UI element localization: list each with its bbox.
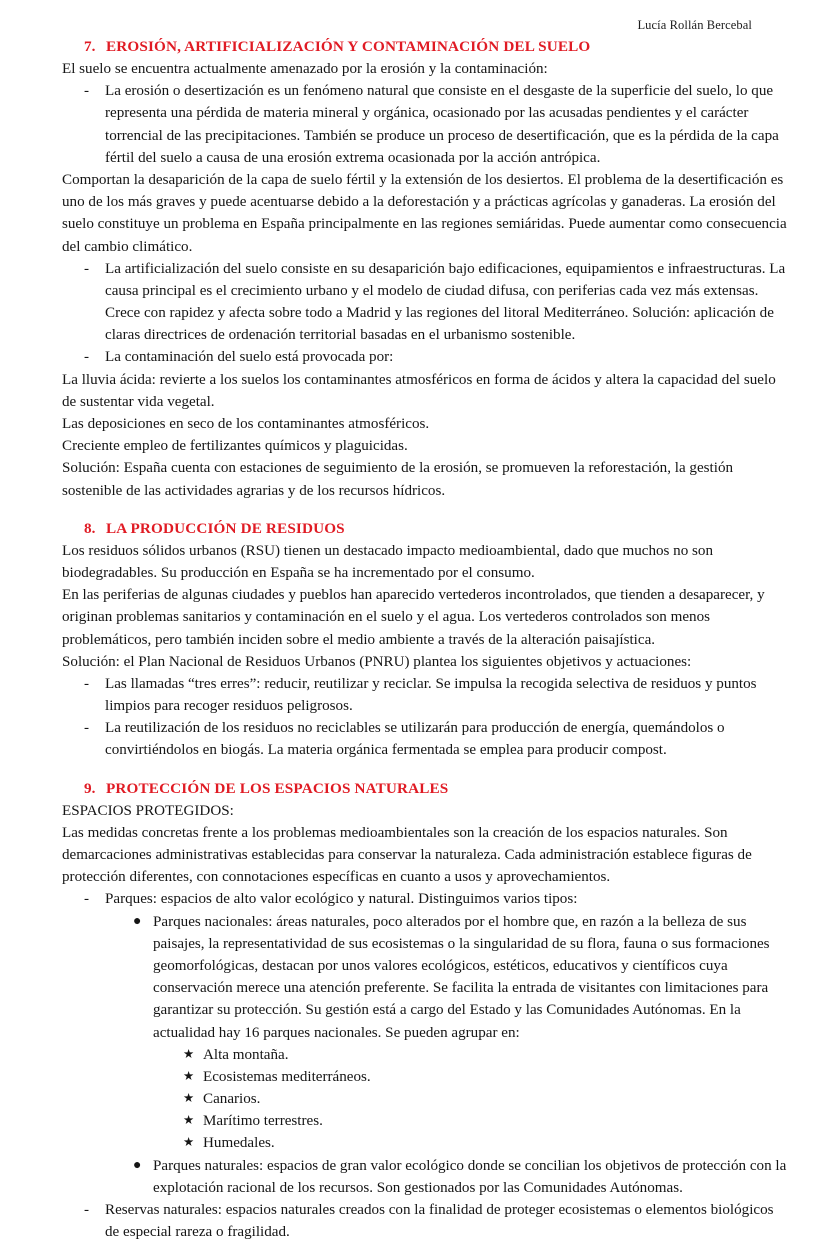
section-7-item-3: La contaminación del suelo está provocada por: — [105, 349, 394, 366]
section-9-star-4: Humedales. — [203, 1135, 275, 1152]
list-item — [105, 1155, 790, 1199]
dash-bullet-icon: - — [84, 83, 90, 100]
section-9-star-2: Canarios. — [203, 1091, 261, 1108]
section-spacer — [62, 502, 790, 519]
star-bullet-icon: ★ — [183, 1135, 195, 1150]
list-item — [105, 911, 790, 1155]
section-9-subtitle: ESPACIOS PROTEGIDOS: — [62, 802, 234, 819]
section-9-star-0: Alta montaña. — [203, 1046, 289, 1063]
section-number-7: 7. — [84, 38, 96, 55]
section-9-sub-1: Parques nacionales: áreas naturales, poco alterados por el hombre que, en razón a la belleza de sus paisajes, la representatividad de sus ecosistemas o la singularidad de su flora, fauna o sus formaciones geomorfológicas, destacan por unos valores ecológicos, estéticos, educativos y científicos cuya conservación merece una atención preferente. Se facilita la entrada de visitantes con limitaciones para garantizar su protección. Su gestión está a cargo del Estado y las Comunidades Autónomas. En la actualidad hay 16 parques nacionales. Se pueden agrupar en: — [153, 913, 770, 1041]
section-title-8: LA PRODUCCIÓN DE RESIDUOS — [106, 519, 345, 537]
section-9-item-2: Reservas naturales: espacios naturales creados con la finalidad de proteger ecosistemas o elementos biológicos de especial rareza o fragilidad. — [105, 1202, 774, 1241]
disc-bullet-icon: ● — [133, 1157, 142, 1173]
dash-bullet-icon: - — [84, 349, 90, 366]
section-7-para-6: Solución: España cuenta con estaciones de seguimiento de la erosión, se promueven la reforestación, la gestión sostenible de las actividades agrarias y de los recursos hídricos. — [62, 460, 734, 499]
section-9-list — [62, 888, 790, 1243]
section-8-para-1: Los residuos sólidos urbanos (RSU) tienen un destacado impacto medioambiental, dado que muchos no son biodegradables. Su producción en España se ha incrementado por el consumo. — [62, 542, 714, 581]
list-item — [153, 1088, 790, 1110]
section-number-9: 9. — [84, 779, 96, 797]
list-item — [153, 1044, 790, 1066]
section-heading-7 — [62, 37, 790, 56]
section-8-item-1: Las llamadas “tres erres”: reducir, reutilizar y reciclar. Se impulsa la recogida selectiva de residuos y puntos limpios para recoger residuos peligrosos. — [105, 675, 757, 715]
section-7-para-4: Las deposiciones en seco de los contaminantes atmosféricos. — [62, 416, 430, 432]
list-item — [62, 717, 790, 761]
star-bullet-icon: ★ — [183, 1068, 195, 1083]
section-7-list-a — [62, 80, 790, 169]
dash-bullet-icon: - — [84, 260, 90, 277]
section-8-list — [62, 673, 790, 762]
star-bullet-icon: ★ — [183, 1113, 195, 1128]
section-9-star-1: Ecosistemas mediterráneos. — [203, 1068, 371, 1085]
section-9-star-3: Marítimo terrestres. — [203, 1113, 323, 1130]
section-7-item-1: La erosión o desertización es un fenómeno natural que consiste en el desgaste de la superficie del suelo, lo que representa una pérdida de materia mineral y orgánica, ocasionado por las acusadas pendientes y el carácter torrencial de las precipitaciones. También se produce un proceso de desertificación, que es la pérdida de la capa fértil del suelo a causa de una erosión extrema ocasionada por la acción antrópica. — [105, 83, 779, 166]
section-spacer — [62, 762, 790, 779]
section-title-7: EROSIÓN, ARTIFICIALIZACIÓN Y CONTAMINACIÓN DEL SUELO — [106, 38, 591, 55]
section-9-sublist — [105, 911, 790, 1199]
section-8-para-3: Solución: el Plan Nacional de Residuos Urbanos (PNRU) plantea los siguientes objetivos y actuaciones: — [62, 653, 692, 670]
section-7-item-2: La artificialización del suelo consiste en su desaparición bajo edificaciones, equipamientos e infraestructuras. La causa principal es el crecimiento urbano y el modelo de ciudad difusa, con periferias cada vez más extensas. Crece con rapidez y afecta sobre todo a Madrid y las regiones del litoral Mediterráneo. Solución: aplicación de claras directrices de ordenación territorial basadas en el urbanismo sostenible. — [105, 260, 786, 344]
list-item — [62, 673, 790, 717]
section-heading-9 — [62, 779, 790, 798]
dash-bullet-icon: - — [84, 891, 90, 908]
section-7-para-5: Creciente empleo de fertilizantes químicos y plaguicidas. — [62, 438, 408, 455]
section-7-intro: El suelo se encuentra actualmente amenazado por la erosión y la contaminación: — [62, 61, 548, 77]
disc-bullet-icon: ● — [133, 913, 142, 929]
section-9-item-1: Parques: espacios de alto valor ecológico y natural. Distinguimos varios tipos: — [105, 891, 578, 908]
list-item — [153, 1066, 790, 1088]
section-9-sub-2: Parques naturales: espacios de gran valor ecológico donde se concilian los objetivos de protección con la explotación racional de los recursos. Son gestionados por las Comunidades Autónomas. — [153, 1157, 787, 1196]
section-number-8: 8. — [84, 519, 96, 537]
list-item — [62, 1199, 790, 1243]
dash-bullet-icon: - — [84, 675, 90, 692]
section-8-item-2: La reutilización de los residuos no reciclables se utilizarán para producción de energía, quemándolos o convirtiéndolos en biogás. La materia orgánica fermentada se emplea para producir compost. — [105, 720, 725, 759]
list-item — [153, 1132, 790, 1154]
section-7-para-3: La lluvia ácida: revierte a los suelos los contaminantes atmosféricos en forma de ácidos y altera la capacidad del suelo de sustentar vida vegetal. — [62, 371, 776, 410]
star-bullet-icon: ★ — [183, 1046, 195, 1061]
list-item — [153, 1110, 790, 1132]
dash-bullet-icon: - — [84, 720, 90, 737]
section-title-9: PROTECCIÓN DE LOS ESPACIOS NATURALES — [106, 779, 449, 797]
document-header-author: Lucía Rollán Bercebal — [637, 18, 752, 32]
section-7-para-2: Comportan la desaparición de la capa de suelo fértil y la extensión de los desiertos. El problema de la desertificación es uno de los más graves y puede acentuarse debido a la deforestación y a prácticas agrícolas y ganaderas. La erosión del suelo constituye un problema en España principalmente en las regiones semiáridas. Puede aumentar como consecuencia del cambio climático. — [62, 171, 787, 255]
section-9-star-list — [153, 1044, 790, 1155]
section-8-para-2: En las periferias de algunas ciudades y pueblos han aparecido vertederos incontrolados, que tienden a desaparecer, y originan problemas sanitarios y contaminación en el suelo y el agua. Los vertederos controlados son menos problemáticos, pero también inciden sobre el medio ambiente a través de la alteración paisajística. — [62, 587, 765, 648]
section-9-para-1: Las medidas concretas frente a los problemas medioambientales son la creación de los espacios naturales. Son demarcaciones administrativas establecidas para conservar la naturaleza. Cada administración establece figuras de protección diferentes, con connotaciones específicas en cuanto a usos y aprovechamientos. — [62, 824, 752, 886]
star-bullet-icon: ★ — [183, 1091, 195, 1106]
list-item — [62, 888, 790, 1199]
section-heading-8 — [62, 519, 790, 538]
list-item — [62, 346, 790, 368]
list-item — [62, 80, 790, 169]
section-7-list-b — [62, 258, 790, 369]
list-item — [62, 258, 790, 347]
dash-bullet-icon: - — [84, 1202, 90, 1218]
